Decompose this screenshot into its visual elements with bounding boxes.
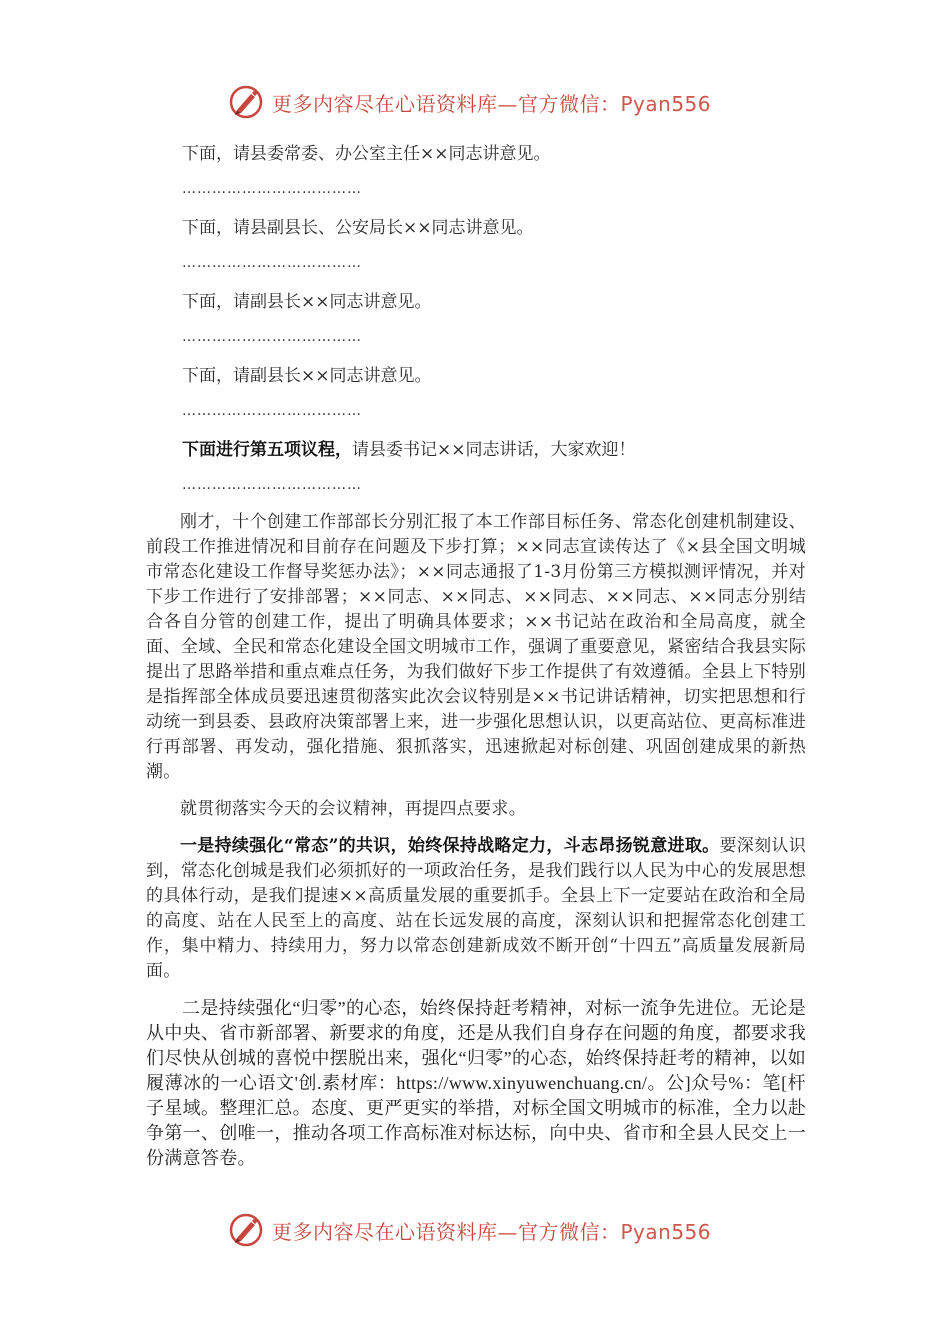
ellipsis-separator: ……………………………… <box>182 403 362 419</box>
agenda-line-3: 下面，请副县长××同志讲意见。 <box>182 292 432 312</box>
agenda-item-5-text: 请县委书记××同志讲话，大家欢迎！ <box>352 440 636 460</box>
point-one-heading: 一是持续强化“常态”的共识，始终保持战略定力，斗志昂扬锐意进取。 <box>180 836 720 856</box>
header-watermark <box>228 82 748 122</box>
agenda-line-4: 下面，请副县长××同志讲意见。 <box>182 366 432 386</box>
pen-logo-icon <box>228 1212 264 1248</box>
point-two-paragraph: 二是持续强化“归零”的心态，始终保持赶考精神，对标一流争先进位。无论是从中央、省市新部署、新要求的角度，还是从我们自身存在问题的角度，都要求我们尽快从创城的喜悦中摆脱出来，强化“归零”的心态，始终保持赶考的精神，以如履薄冰的一心语文'创.素材库：https://www.xinyuwenchuang.cn/。公]众号%：笔[杆子星域。整理汇总。态度、更严更实的举措，对标全国文明城市的标准，全力以赴争第一、创唯一，推动各项工作高标准对标达标，向中央、省市和全县人民交上一份满意答卷。 <box>146 998 806 1168</box>
agenda-item-5-heading: 下面进行第五项议程， <box>182 440 352 460</box>
document-body <box>146 140 806 1183</box>
summary-paragraph: 刚才，十个创建工作部部长分别汇报了本工作部目标任务、常态化创建机制建设、前段工作推进情况和目前存在问题及下步打算；××同志宣读传达了《×县全国文明城市常态化建设工作督导奖惩办法》；××同志通报了1-3月份第三方模拟测评情况，并对下步工作进行了安排部署；××同志、××同志、××同志、××同志、××同志分别结合各自分管的创建工作，提出了明确具体要求；××书记站在政治和全局高度，就全面、全域、全民和常态化建设全国文明城市工作，强调了重要意见，紧密结合我县实际提出了思路举措和重点难点任务，为我们做好下步工作提供了有效遵循。全县上下特别是指挥部全体成员要迅速贯彻落实此次会议特别是××书记讲话精神，切实把思想和行动统一到县委、县政府决策部署上来，进一步强化思想认识，以更高站位、更高标准进行再部署、再发动，强化措施、狠抓落实，迅速掀起对标创建、巩固创建成果的新热潮。 <box>146 512 806 782</box>
watermark-text: 更多内容尽在心语资料库—官方微信：Pyan556 <box>272 91 712 116</box>
pen-logo-icon <box>228 84 264 120</box>
requirements-intro: 就贯彻落实今天的会议精神，再提四点要求。 <box>180 799 526 819</box>
ellipsis-separator: ……………………………… <box>182 255 362 271</box>
point-one-text: 要深刻认识到，常态化创城是我们必须抓好的一项政治任务，是我们践行以人民为中心的发展思想的具体行动，是我们提速××高质量发展的重要抓手。全县上下一定要站在政治和全局的高度、站在人民至上的高度、站在长远发展的高度，深刻认识和把握常态化创建工作，集中精力、持续用力，努力以常态创建新成效不断开创“十四五”高质量发展新局面。 <box>146 836 807 981</box>
watermark-text: 更多内容尽在心语资料库—官方微信：Pyan556 <box>272 1219 712 1244</box>
footer-watermark <box>228 1210 748 1250</box>
agenda-line-1: 下面，请县委常委、办公室主任××同志讲意见。 <box>182 144 551 164</box>
ellipsis-separator: ……………………………… <box>182 181 362 197</box>
agenda-line-2: 下面，请县副县长、公安局长××同志讲意见。 <box>182 218 534 238</box>
agenda-item-5 <box>146 436 806 464</box>
ellipsis-separator: ……………………………… <box>182 329 362 345</box>
ellipsis-separator: ……………………………… <box>182 477 362 493</box>
point-one-paragraph <box>146 834 806 984</box>
